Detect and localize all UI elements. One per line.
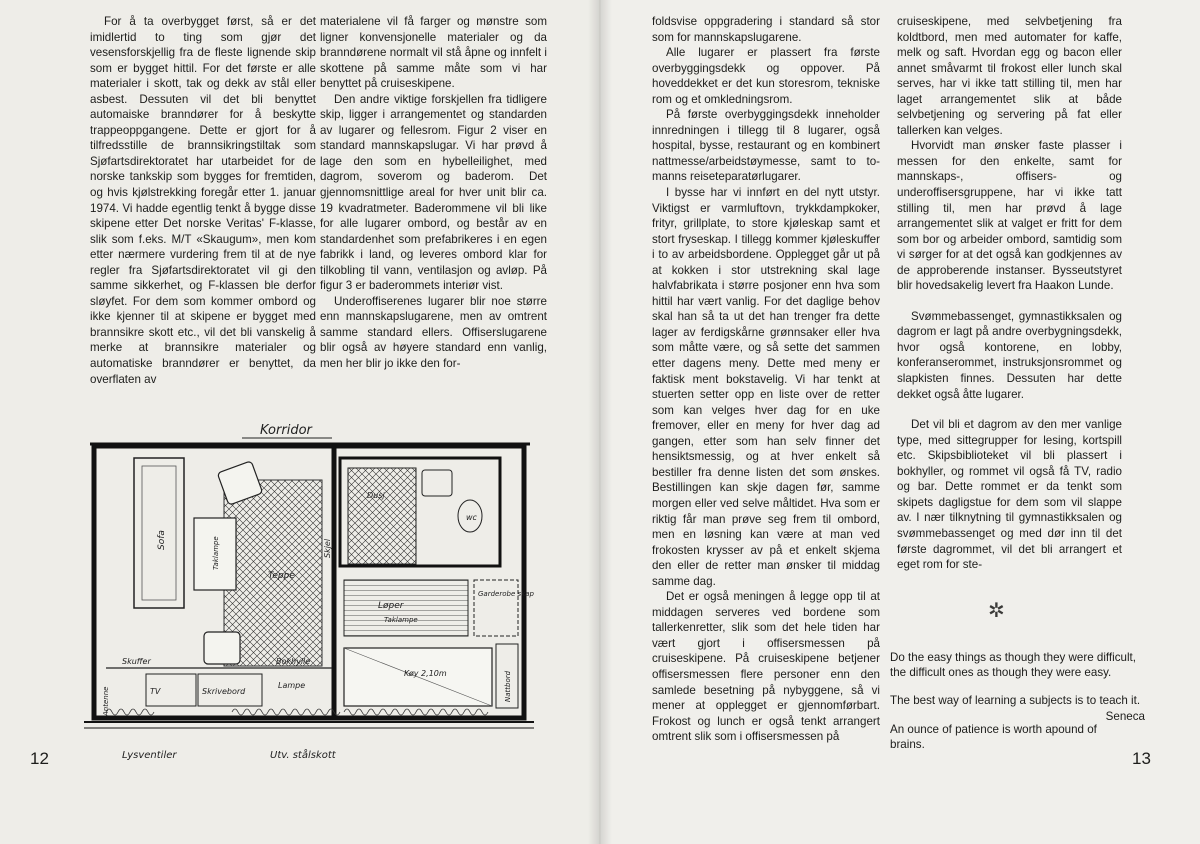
book-gutter (588, 0, 612, 844)
carpet-label: Teppe (268, 571, 295, 581)
tv-label: TV (150, 687, 161, 696)
page-number-left: 12 (30, 749, 49, 768)
paragraph: Den andre viktige forskjellen fra tidligere skip, ligger i arrangementet og standarden av lugarer og fellesrom. Figur 2 viser en standard mannskapslugar. Vi har prøvd å lage den som en hybelleilighet, med dagrom, soverom og baderom. Det gjennomsnittlige areal for hver unit blir ca. 19 kvadratmeter. Baderommene vil bli like for alle lugarer ombord, og består av en standardenhet som prefabrikeres i en egen fabrikk i land, og leveres ombord klar for tilkobling til vann, ventilasjon og avløp. På figur 3 er baderommets interiør vist. (320, 92, 547, 293)
right-column-1 (652, 14, 880, 745)
paragraph: materialene vil få farger og mønstre som ligner konvensjonelle materialer og da branndørene normalt vil stå åpne og innfelt i skottene på samme måte som vi har benyttet på cruiseskipene. (320, 15, 547, 91)
quote: Do the easy things as though they were difficult, the difficult ones as though they were easy. (890, 651, 1136, 680)
runner-label: Løper (378, 601, 404, 611)
wardrobe (474, 580, 518, 636)
paragraph: foldsvise oppgradering i standard så stor som for mannskapslugarene. (652, 15, 880, 44)
paragraph: Det vil bli et dagrom av den mer vanlige type, med sittegrupper for lesing, kortspill etc. Skipsbiblioteket vil bli plassert i bokhyller, og rommet vil også få TV, radio og bar. Dette rommet er da tenkt som skipets dagligstue for dem som vil slappe av. I nær tilknytning til gymnastikksalen og svømmebassenget og med dør inn til det første dagrommet, vil det bli arrangert et eget rom for ste- (897, 418, 1122, 572)
quote: An ounce of patience is worth apound of brains. (890, 722, 1097, 751)
sofa-label: Sofa (157, 530, 167, 550)
paragraph: cruiseskipene, med selvbetjening fra koldtbord, men med automater for kaffe, melk og saft. Hvordan egg og bacon eller annet småvarmt til frokost eller lunch skal serves, har vi ikke tatt stilling til, men har laget arrangementet slik at både selvbetjening og servering på fat eller tallerken kan velges. (897, 15, 1122, 137)
screen-label: Skjel (323, 538, 332, 558)
shower-label: Dusj (367, 491, 385, 500)
paragraph: Hvorvidt man ønsker faste plasser i messen for den enkelte, samt for mannskaps-, offisers- og underoffisersgruppene, har vi ikke tatt stilling til, men har prøvd å lage arrangementet slik at valget er fritt for dem som bor og arbeider ombord, samtidig som vi sørger for at det også kan godkjennes av de approberende instanser. Bysseutstyret blir hovedsakelig levert fra Haakon Lunde. (897, 139, 1122, 293)
bookshelf-label: Bokhylle (276, 657, 311, 666)
wc-label: wc (466, 513, 477, 522)
desk-lamp-label: Lampe (278, 681, 306, 690)
outer-wall-label: Utv. stålskott (270, 750, 336, 761)
ornament-star-icon: ✲ (988, 600, 1005, 622)
left-column-1 (90, 14, 316, 387)
paragraph: Alle lugarer er plassert fra første overbyggingsdekk og oppover. På hoveddekket er det kun storesrom, tekniske rom og et omkledningsrom. (652, 46, 880, 106)
ceiling-lamp-label: Taklampe (384, 616, 418, 624)
paragraph: Svømmebassenget, gymnastikksalen og dagrom er lagt på andre overbygningsdekk, hvor også kontorene, en lobby, konferanserommet, instruksjonsrommet og slapkisten finnes. Dessuten har dette dekket også åtte lugarer. (897, 309, 1122, 401)
paragraph: For å ta overbygget først, så er det imidlertid to ting som gjør det vesensforskjellig fra de fleste lignende skip som er bygget hittil. For det første er alle materialer i skott, tak og dekk av stål eller asbest. Dessuten vil det bli benyttet automaiske branndører for å beskytte trappeoppgangene. Dette er gjort for å tilfredsstille de brannsikringstiltak som Sjøfartsdirektoratet har utarbeidet for de norske tankskip som bygges for fremtiden, og hvis kjølstrekking foregår etter 1. januar 1974. Vi hadde egentlig tenkt å bygge disse skipene etter Det norske Veritas' F-klasse, slik som f.eks. M/T «Skaugum», men kom etter nærmere vurdering frem til at de nye regler fra Sjøfartsdirektoratet vil gi den samme sikkerhet, og F-klassen ble derfor sløyfet. For dem som kommer ombord og ikke kjenner til at skipene er bygget med brannsikre skott etc., vil det bli vanskelig å merke at brannsikre materialer og automatiske branndører er benyttet, da overflaten av (90, 15, 316, 386)
bunk-label: Køy 2,10m (404, 669, 447, 678)
corridor-label: Korridor (260, 423, 312, 438)
sink (422, 470, 452, 496)
right-column-2 (897, 14, 1122, 573)
cabin-floorplan-figure (82, 418, 538, 768)
radiator (106, 709, 488, 715)
desk-label: Skrivebord (202, 687, 246, 696)
page-number-right: 13 (1132, 749, 1151, 768)
paragraph: Det er også meningen å legge opp til at middagen serveres ved bordene som tallerkenretter, slik som det hele tiden har vært gjort i offisersmessen på cruiseskipene. På cruiseskipene betjener offisersmessen flere personer enn den samlede besetning på nybyggene, så vi mener at opplegget er gjennomførbart. Frokost og lunch er også tenkt arrangert omtrent slik som i offisersmessen på (652, 590, 880, 744)
antenna-label: Antenne (102, 686, 110, 716)
armchair-bottom (204, 632, 240, 664)
left-column-2 (320, 14, 547, 372)
quote-author: Seneca (1105, 709, 1145, 723)
nightstand-label: Nattbord (504, 670, 512, 702)
paragraph: Underoffiserenes lugarer blir noe større enn mannskapslugarene, men av omtrent samme standard ellers. Offiserslugarene blir også av høyere standard enn vanlig, men her blir jo ikke den for- (320, 294, 547, 371)
vents-label: Lysventiler (122, 750, 177, 761)
runner-rug (344, 580, 468, 636)
quotes-box (890, 650, 1145, 765)
shelf-label: Skuffer (122, 657, 151, 666)
wardrobe-label: Garderobe skap (478, 590, 534, 598)
quote: The best way of learning a subjects is to teach it. Seneca (890, 694, 1145, 723)
shower-tray (348, 468, 416, 564)
table-lamp-label: Taklampe (212, 536, 220, 570)
paragraph: På første overbyggingsdekk inneholder innredningen i tillegg til 8 lugarer, også hospital, bysse, restaurant og en kombinert nattmesse/arbeidstøymesse, samt to to-manns reiseteparatørlugarer. (652, 108, 880, 184)
paragraph: I bysse har vi innført en del nytt utstyr. Viktigst er varmluftovn, trykkdampkoker, frityr, grillplate, to store kjøleskap samt et stort fryseskap. I tillegg kommer kjøleskuffer i to av arbeidsbordene. Opplegget går ut på at kokken i stor utstrekning skal lage halvfabrikata i større posjoner enn hva som hittil har vært vanlig. For det daglige behov skal han så ta ut det han trenger fra dette lager av ferdigskårne grønnsaker eller hva som måtte være, og så sette det sammen etter dagens meny. Dette med meny er faktisk ment bokstavelig. Vi har tenkt at stuerten setter opp en liste over de retter som kan velges hver dag for en uke fremover, eller en meny for hver dag ad gangen, etter som han selv finner det hensiktsmessig, og at hver enkelt så bestiller fra denne listen det som ønskes. Bestillingen kan skje dagen før, samme morgen eller ved selve måltidet. Hva som er riktig får man prøve seg frem til ombord, men en løsning kan være at man ved frokosten krysser av på et enkelt skjema den eller de retter man ønsker til middag samme dag. (652, 186, 880, 588)
